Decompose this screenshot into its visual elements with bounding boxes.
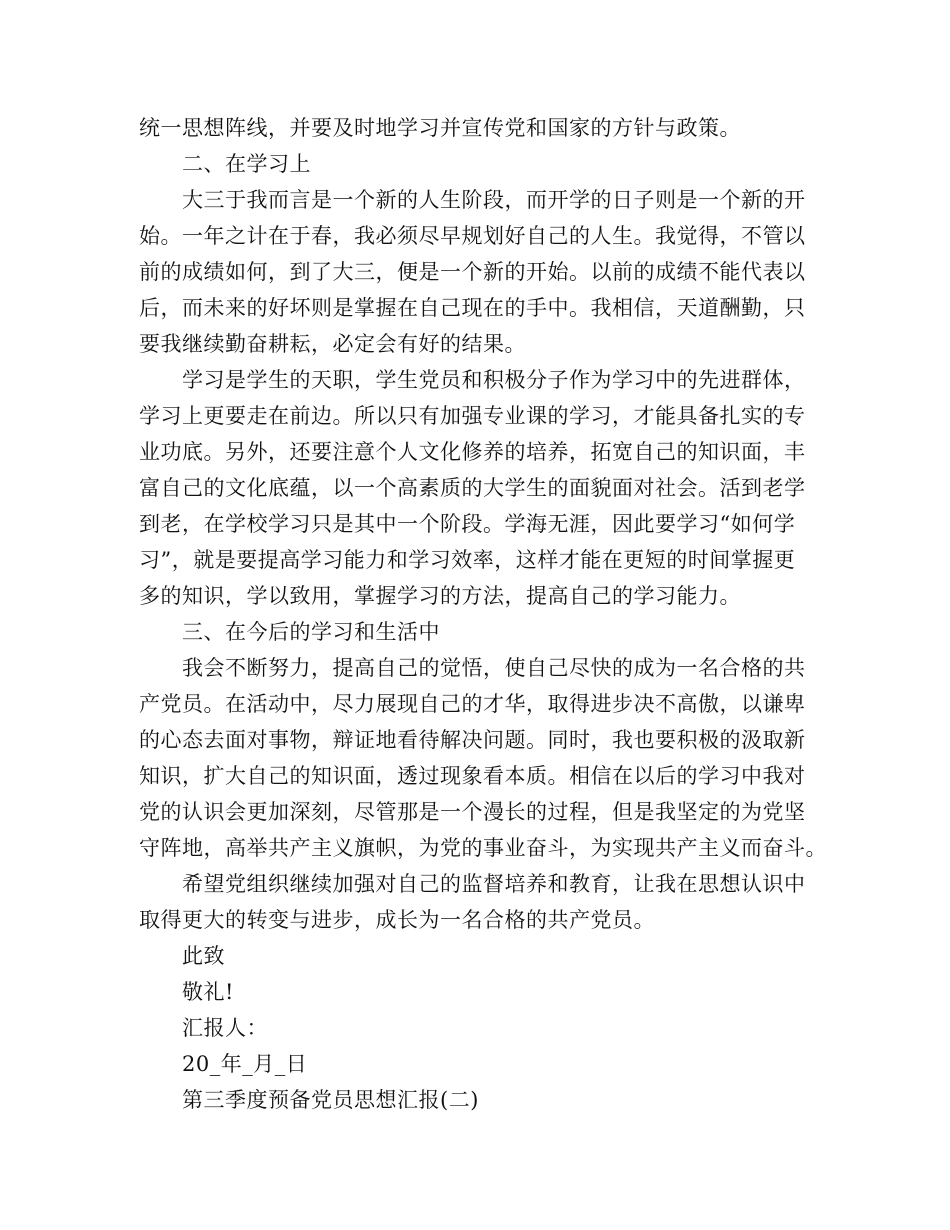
section-heading-future: 三、在今后的学习和生活中: [182, 620, 440, 644]
hope-paragraph-line-2: 取得更大的转变与进步，成长为一名合格的共产党员。: [139, 908, 655, 932]
study-paragraph-1-line-1: 大三于我而言是一个新的人生阶段，而开学的日子则是一个新的开: [182, 188, 806, 212]
document-body: [139, 110, 827, 1118]
future-paragraph-line-3: 的心态去面对事物，辩证地看待解决问题。同时，我也要积极的汲取新: [139, 728, 806, 752]
reporter-label: 汇报人：: [182, 1016, 268, 1040]
study-paragraph-1-line-2: 始。一年之计在于春，我必须尽早规划好自己的人生。我觉得，不管以: [139, 224, 806, 248]
future-paragraph-line-4: 知识，扩大自己的知识面，透过现象看本质。相信在以后的学习中我对: [139, 764, 806, 788]
study-paragraph-1-line-4: 后，而未来的好坏则是掌握在自己现在的手中。我相信，天道酬勤，只: [139, 296, 806, 320]
intro-closing-line: 统一思想阵线，并要及时地学习并宣传党和国家的方针与政策。: [139, 116, 741, 140]
study-paragraph-2-line-2: 学习上更要走在前边。所以只有加强专业课的学习，才能具备扎实的专: [139, 404, 806, 428]
study-paragraph-1-line-5: 要我继续勤奋耕耘，必定会有好的结果。: [139, 332, 526, 356]
hope-paragraph-line-1: 希望党组织继续加强对自己的监督培养和教育，让我在思想认识中: [182, 872, 806, 896]
future-paragraph-line-6: 守阵地，高举共产主义旗帜，为党的事业奋斗，为实现共产主义而奋斗。: [139, 836, 827, 860]
future-paragraph-line-2: 产党员。在活动中，尽力展现自己的才华，取得进步决不高傲，以谦卑: [139, 692, 806, 716]
next-report-title: 第三季度预备党员思想汇报(二): [182, 1088, 479, 1112]
study-paragraph-2-line-3: 业功底。另外，还要注意个人文化修养的培养，拓宽自己的知识面，丰: [139, 440, 806, 464]
section-heading-study: 二、在学习上: [182, 152, 311, 176]
future-paragraph-line-1: 我会不断努力，提高自己的觉悟，使自己尽快的成为一名合格的共: [182, 656, 806, 680]
study-paragraph-2-line-1: 学习是学生的天职，学生党员和积极分子作为学习中的先进群体，: [182, 368, 806, 392]
study-paragraph-1-line-3: 前的成绩如何，到了大三，便是一个新的开始。以前的成绩不能代表以: [139, 260, 806, 284]
study-paragraph-2-line-6: 习”，就是要提高学习能力和学习效率，这样才能在更短的时间掌握更: [139, 548, 796, 572]
report-date: 20_年_月_日: [182, 1052, 308, 1076]
study-paragraph-2-line-5: 到老，在学校学习只是其中一个阶段。学海无涯，因此要学习“如何学: [139, 512, 796, 536]
closing-salutation: 此致: [182, 944, 225, 968]
future-paragraph-line-5: 党的认识会更加深刻，尽管那是一个漫长的过程，但是我坚定的为党坚: [139, 800, 806, 824]
closing-respect: 敬礼!: [182, 980, 234, 1004]
study-paragraph-2-line-7: 多的知识，学以致用，掌握学习的方法，提高自己的学习能力。: [139, 584, 741, 608]
study-paragraph-2-line-4: 富自己的文化底蕴，以一个高素质的大学生的面貌面对社会。活到老学: [139, 476, 806, 500]
